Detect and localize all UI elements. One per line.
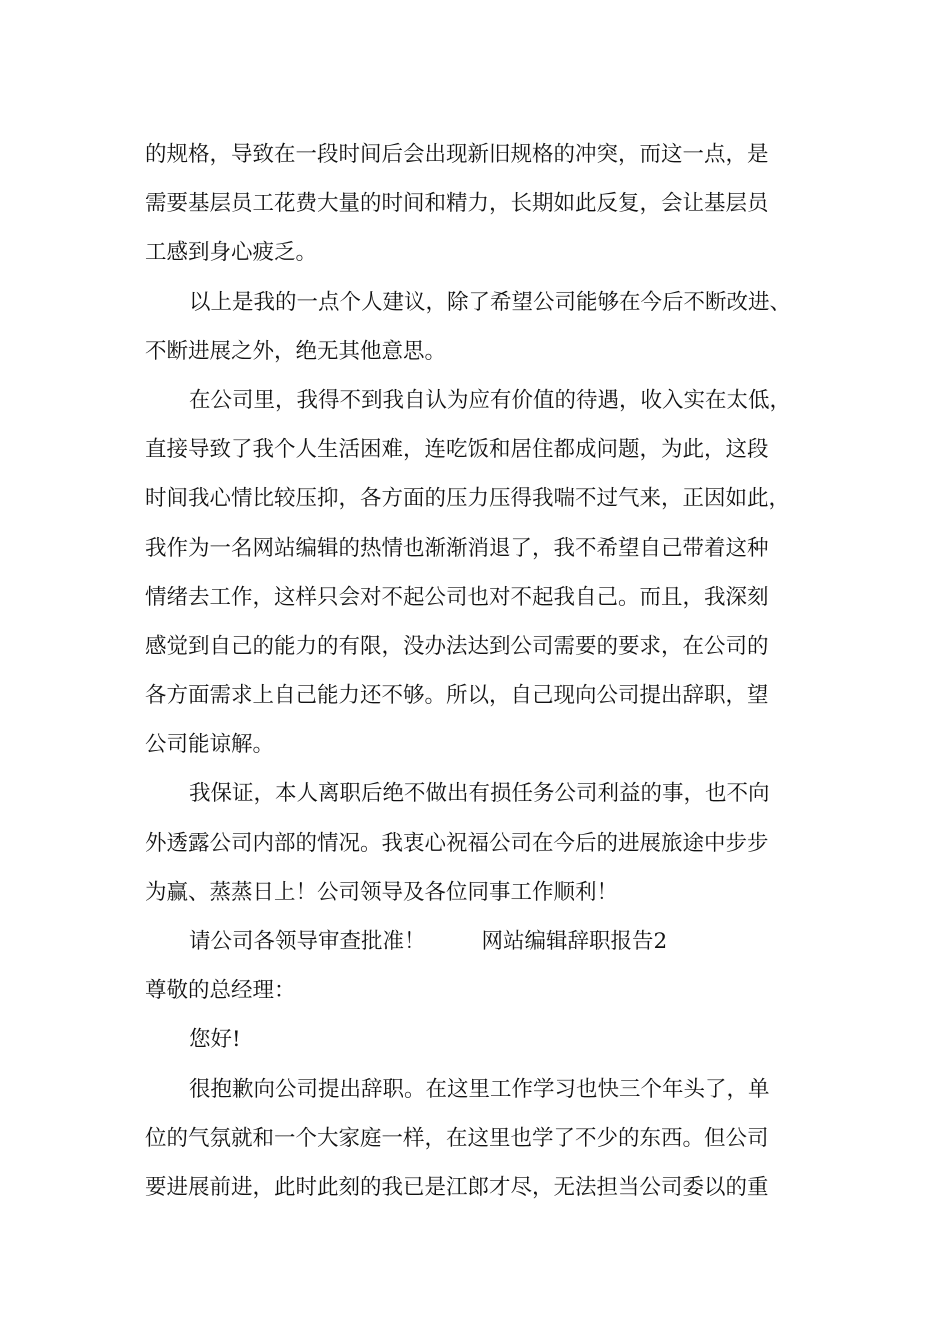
text-line: 的规格，导致在一段时间后会出现新旧规格的冲突，而这一点，是 bbox=[145, 142, 769, 167]
text-line: 感觉到自己的能力的有限，没办法达到公司需要的要求，在公司的 bbox=[145, 633, 769, 659]
text-line: 情绪去工作，这样只会对不起公司也对不起我自己。而且，我深刻 bbox=[145, 584, 769, 610]
text-line: 时间我心情比较压抑，各方面的压力压得我喘不过气来，正因如此， bbox=[145, 486, 791, 512]
text-line: 不断进展之外，绝无其他意思。 bbox=[145, 338, 447, 364]
text-line: 位的气氛就和一个大家庭一样，在这里也学了不少的东西。但公司 bbox=[145, 1125, 769, 1151]
report-title: 网站编辑辞职报告2 bbox=[481, 929, 668, 954]
text-line: 需要基层员工花费大量的时间和精力，长期如此反复，会让基层员 bbox=[145, 191, 769, 217]
text-line: 外透露公司内部的情况。我衷心祝福公司在今后的进展旅途中步步 bbox=[145, 830, 769, 856]
text-line: 公司能谅解。 bbox=[145, 732, 275, 758]
text-line: 要进展前进，此时此刻的我已是江郎才尽，无法担当公司委以的重 bbox=[145, 1174, 769, 1200]
text-line: 各方面需求上自己能力还不够。所以，自己现向公司提出辞职，望 bbox=[145, 683, 769, 709]
paragraph-start-line: 以上是我的一点个人建议，除了希望公司能够在今后不断改进、 bbox=[189, 289, 792, 315]
approval-and-title-line bbox=[145, 917, 815, 966]
paragraph-start-line: 在公司里，我得不到我自认为应有价值的待遇，收入实在太低， bbox=[189, 387, 792, 413]
approval-request: 请公司各领导审查批准！ bbox=[189, 929, 426, 954]
salutation: 尊敬的总经理： bbox=[145, 978, 296, 1004]
text-line: 我作为一名网站编辑的热情也渐渐消退了，我不希望自己带着这种 bbox=[145, 535, 769, 561]
greeting: 您好! bbox=[189, 1027, 241, 1053]
paragraph-start-line: 很抱歉向公司提出辞职。在这里工作学习也快三个年头了，单 bbox=[189, 1076, 770, 1102]
text-line: 为赢、蒸蒸日上！公司领导及各位同事工作顺利！ bbox=[145, 879, 619, 905]
paragraph-start-line: 我保证，本人离职后绝不做出有损任务公司利益的事，也不向 bbox=[189, 781, 770, 807]
text-line: 直接导致了我个人生活困难，连吃饭和居住都成问题，为此，这段 bbox=[145, 437, 769, 463]
document-body bbox=[145, 130, 815, 1212]
text-line: 工感到身心疲乏。 bbox=[145, 240, 318, 266]
